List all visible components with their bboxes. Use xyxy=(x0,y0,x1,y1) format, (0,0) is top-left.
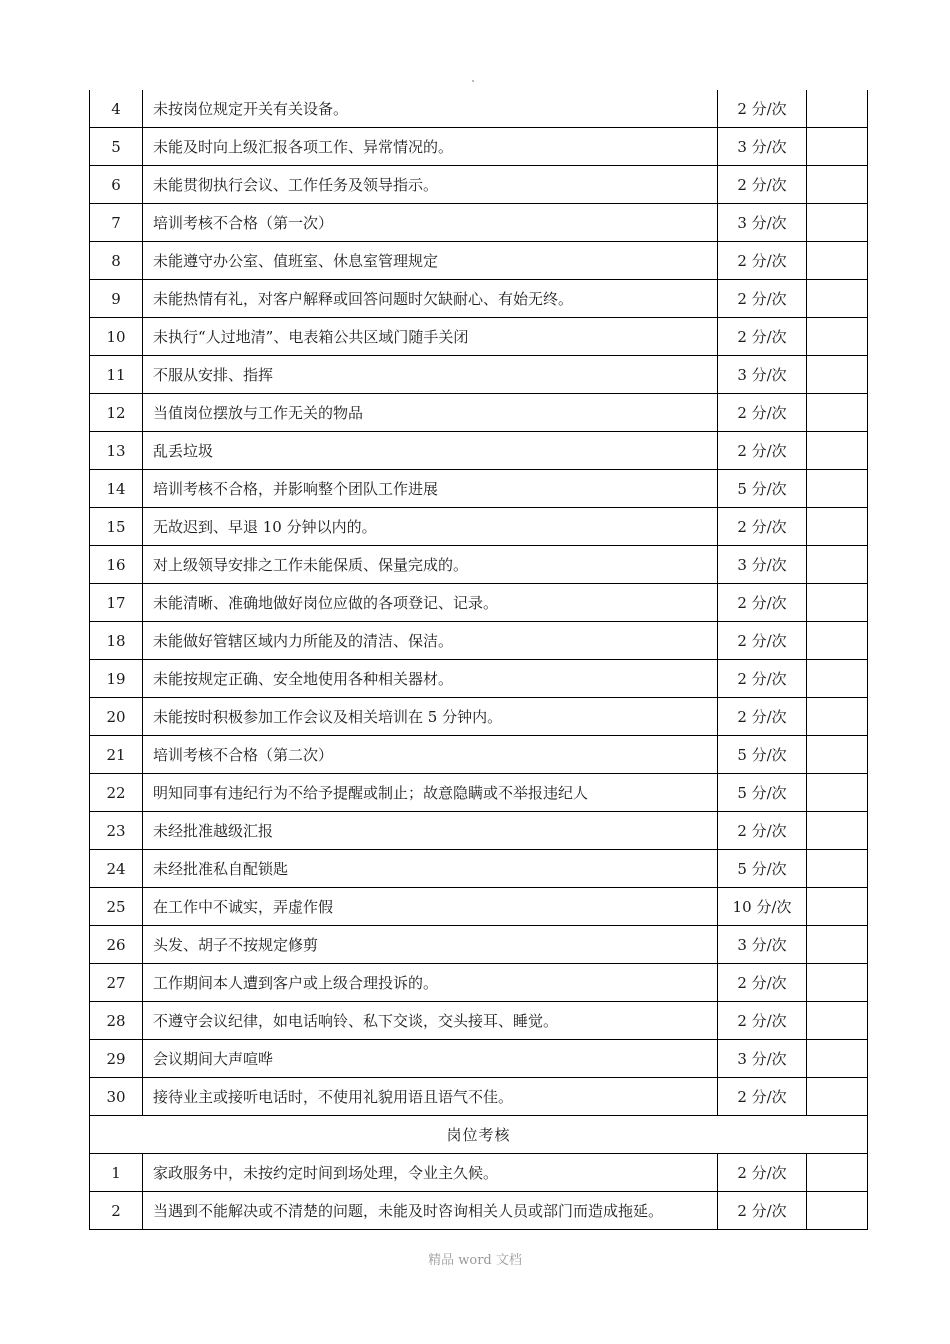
row-item: 未能按规定正确、安全地使用各种相关器材。 xyxy=(143,660,718,698)
table-row xyxy=(90,204,868,242)
row-score: 2 分/次 xyxy=(718,1078,807,1116)
footer-text: 精品 word 文档 xyxy=(428,1253,522,1268)
row-blank xyxy=(807,204,868,242)
row-number: 23 xyxy=(90,812,143,850)
table-row xyxy=(90,128,868,166)
table-row xyxy=(90,470,868,508)
row-item: 对上级领导安排之工作未能保质、保量完成的。 xyxy=(143,546,718,584)
row-number: 29 xyxy=(90,1040,143,1078)
table-row xyxy=(90,546,868,584)
row-number: 2 xyxy=(90,1192,143,1230)
row-item: 未执行“人过地清”、电表箱公共区域门随手关闭 xyxy=(143,318,718,356)
table-row xyxy=(90,774,868,812)
row-item: 未能清晰、准确地做好岗位应做的各项登记、记录。 xyxy=(143,584,718,622)
row-item: 当遇到不能解决或不清楚的问题，未能及时咨询相关人员或部门而造成拖延。 xyxy=(143,1192,718,1230)
row-blank xyxy=(807,356,868,394)
row-item: 不服从安排、指挥 xyxy=(143,356,718,394)
row-score: 3 分/次 xyxy=(718,546,807,584)
row-number: 17 xyxy=(90,584,143,622)
row-score: 3 分/次 xyxy=(718,1040,807,1078)
row-number: 27 xyxy=(90,964,143,1002)
row-score: 3 分/次 xyxy=(718,128,807,166)
row-score: 5 分/次 xyxy=(718,774,807,812)
row-score: 2 分/次 xyxy=(718,698,807,736)
row-item: 工作期间本人遭到客户或上级合理投诉的。 xyxy=(143,964,718,1002)
row-score: 2 分/次 xyxy=(718,812,807,850)
row-number: 7 xyxy=(90,204,143,242)
row-blank xyxy=(807,660,868,698)
row-score: 2 分/次 xyxy=(718,432,807,470)
row-number: 14 xyxy=(90,470,143,508)
page-marker xyxy=(472,80,474,82)
row-number: 21 xyxy=(90,736,143,774)
row-blank xyxy=(807,280,868,318)
row-item: 在工作中不诚实，弄虚作假 xyxy=(143,888,718,926)
row-item: 未能贯彻执行会议、工作任务及领导指示。 xyxy=(143,166,718,204)
row-number: 4 xyxy=(90,90,143,128)
rows-part2 xyxy=(90,1154,868,1230)
row-blank xyxy=(807,812,868,850)
row-score: 3 分/次 xyxy=(718,204,807,242)
row-item: 培训考核不合格，并影响整个团队工作进展 xyxy=(143,470,718,508)
row-score: 3 分/次 xyxy=(718,926,807,964)
row-score: 3 分/次 xyxy=(718,356,807,394)
row-number: 28 xyxy=(90,1002,143,1040)
row-item: 当值岗位摆放与工作无关的物品 xyxy=(143,394,718,432)
row-score: 2 分/次 xyxy=(718,394,807,432)
row-item: 未能做好管辖区域内力所能及的清洁、保洁。 xyxy=(143,622,718,660)
row-number: 26 xyxy=(90,926,143,964)
table-row xyxy=(90,660,868,698)
row-score: 5 分/次 xyxy=(718,850,807,888)
row-score: 2 分/次 xyxy=(718,280,807,318)
row-number: 12 xyxy=(90,394,143,432)
row-blank xyxy=(807,432,868,470)
row-number: 16 xyxy=(90,546,143,584)
row-number: 9 xyxy=(90,280,143,318)
row-blank xyxy=(807,926,868,964)
table-row xyxy=(90,90,868,128)
table-row xyxy=(90,432,868,470)
row-blank xyxy=(807,1192,868,1230)
table-row xyxy=(90,280,868,318)
row-score: 2 分/次 xyxy=(718,964,807,1002)
table-row xyxy=(90,1154,868,1192)
row-item: 会议期间大声喧哗 xyxy=(143,1040,718,1078)
row-blank xyxy=(807,698,868,736)
row-score: 2 分/次 xyxy=(718,584,807,622)
table-row xyxy=(90,1192,868,1230)
table-row xyxy=(90,318,868,356)
row-item: 未经批准私自配锁匙 xyxy=(143,850,718,888)
table-row xyxy=(90,584,868,622)
row-score: 2 分/次 xyxy=(718,318,807,356)
row-number: 25 xyxy=(90,888,143,926)
row-number: 15 xyxy=(90,508,143,546)
row-score: 2 分/次 xyxy=(718,622,807,660)
row-score: 5 分/次 xyxy=(718,470,807,508)
rows-part1 xyxy=(90,90,868,1116)
row-blank xyxy=(807,622,868,660)
row-item: 无故迟到、早退 10 分钟以内的。 xyxy=(143,508,718,546)
row-blank xyxy=(807,1154,868,1192)
table-row xyxy=(90,508,868,546)
row-number: 20 xyxy=(90,698,143,736)
row-item: 明知同事有违纪行为不给予提醒或制止；故意隐瞒或不举报违纪人 xyxy=(143,774,718,812)
row-score: 2 分/次 xyxy=(718,1154,807,1192)
row-number: 19 xyxy=(90,660,143,698)
row-blank xyxy=(807,508,868,546)
row-blank xyxy=(807,546,868,584)
row-number: 11 xyxy=(90,356,143,394)
row-item: 不遵守会议纪律，如电话响铃、私下交谈，交头接耳、睡觉。 xyxy=(143,1002,718,1040)
row-score: 2 分/次 xyxy=(718,1192,807,1230)
row-item: 未按岗位规定开关有关设备。 xyxy=(143,90,718,128)
row-item: 未能遵守办公室、值班室、休息室管理规定 xyxy=(143,242,718,280)
row-number: 5 xyxy=(90,128,143,166)
table-row xyxy=(90,812,868,850)
table-row xyxy=(90,926,868,964)
row-score: 2 分/次 xyxy=(718,660,807,698)
row-blank xyxy=(807,1040,868,1078)
table-row xyxy=(90,698,868,736)
row-blank xyxy=(807,470,868,508)
table-row xyxy=(90,394,868,432)
row-score: 2 分/次 xyxy=(718,508,807,546)
row-item: 家政服务中，未按约定时间到场处理，令业主久候。 xyxy=(143,1154,718,1192)
assessment-table xyxy=(89,90,868,1230)
row-blank xyxy=(807,888,868,926)
row-blank xyxy=(807,774,868,812)
table-row xyxy=(90,242,868,280)
table-row xyxy=(90,356,868,394)
table-row xyxy=(90,736,868,774)
row-blank xyxy=(807,964,868,1002)
row-blank xyxy=(807,1002,868,1040)
row-item: 培训考核不合格（第一次） xyxy=(143,204,718,242)
row-number: 6 xyxy=(90,166,143,204)
row-score: 2 分/次 xyxy=(718,1002,807,1040)
table-row xyxy=(90,1002,868,1040)
table-row xyxy=(90,166,868,204)
row-item: 头发、胡子不按规定修剪 xyxy=(143,926,718,964)
row-item: 接待业主或接听电话时，不使用礼貌用语且语气不佳。 xyxy=(143,1078,718,1116)
table-row xyxy=(90,964,868,1002)
table-row xyxy=(90,622,868,660)
row-blank xyxy=(807,850,868,888)
row-number: 22 xyxy=(90,774,143,812)
row-blank xyxy=(807,584,868,622)
row-item: 未能及时向上级汇报各项工作、异常情况的。 xyxy=(143,128,718,166)
table-row xyxy=(90,1078,868,1116)
row-score: 5 分/次 xyxy=(718,736,807,774)
row-item: 培训考核不合格（第二次） xyxy=(143,736,718,774)
row-blank xyxy=(807,242,868,280)
row-number: 24 xyxy=(90,850,143,888)
table-row xyxy=(90,850,868,888)
row-score: 2 分/次 xyxy=(718,242,807,280)
row-item: 未能按时积极参加工作会议及相关培训在 5 分钟内。 xyxy=(143,698,718,736)
table-row xyxy=(90,888,868,926)
row-score: 10 分/次 xyxy=(718,888,807,926)
row-blank xyxy=(807,1078,868,1116)
row-blank xyxy=(807,166,868,204)
row-blank xyxy=(807,736,868,774)
row-number: 1 xyxy=(90,1154,143,1192)
row-number: 8 xyxy=(90,242,143,280)
row-number: 18 xyxy=(90,622,143,660)
row-score: 2 分/次 xyxy=(718,166,807,204)
row-blank xyxy=(807,90,868,128)
row-blank xyxy=(807,318,868,356)
row-number: 10 xyxy=(90,318,143,356)
section-title: 岗位考核 xyxy=(90,1116,868,1154)
row-number: 30 xyxy=(90,1078,143,1116)
table-row xyxy=(90,1040,868,1078)
row-score: 2 分/次 xyxy=(718,90,807,128)
row-number: 13 xyxy=(90,432,143,470)
row-item: 未经批准越级汇报 xyxy=(143,812,718,850)
row-item: 未能热情有礼，对客户解释或回答问题时欠缺耐心、有始无终。 xyxy=(143,280,718,318)
row-item: 乱丢垃圾 xyxy=(143,432,718,470)
section-header-row xyxy=(90,1116,868,1154)
row-blank xyxy=(807,128,868,166)
row-blank xyxy=(807,394,868,432)
